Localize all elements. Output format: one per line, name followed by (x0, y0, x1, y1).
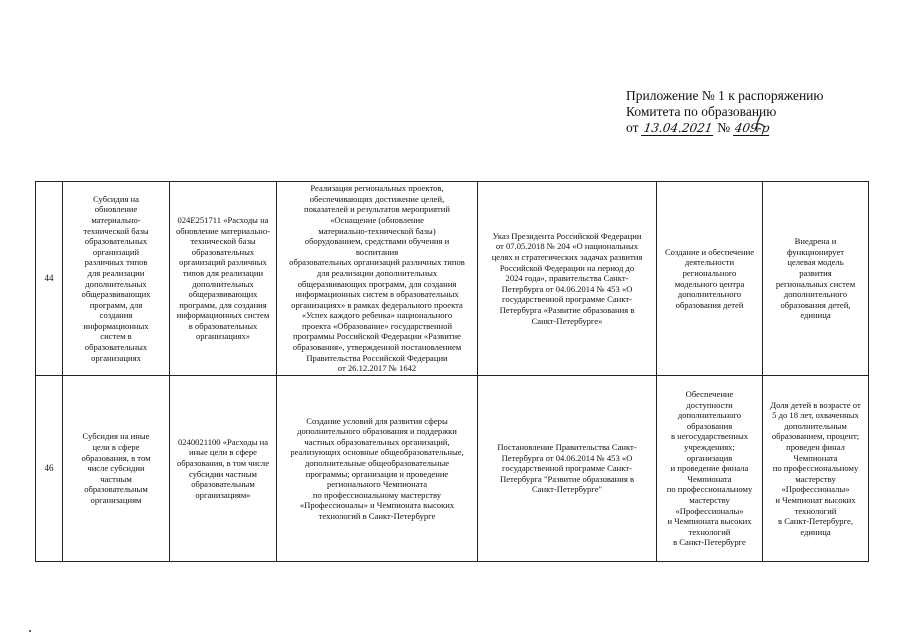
result-cell: Создание и обеспечение деятельности регионального модельного центра дополнительного образования детей (657, 182, 763, 376)
date-prefix: от (626, 120, 639, 135)
purpose-cell: Реализация региональных проектов, обеспечивающих достижение целей, показателей и результатов мероприятий «Оснащение (обновление материально-технической базы) оборудованием, средствами обучения и воспитания образовательных организаций различных типов для реализации дополнительных общеразвивающих программ, для создания информационных систем в образовательных организациях» в рамках федерального проекта «Успех каждого ребенка» национального проекта «Образование» государственной программы Российской Федерации «Развитие образования», утвержденной постановлением Правительства Российской Федерации от 26.12.2017 № 1642 (277, 182, 478, 376)
signature-stroke-icon (752, 114, 766, 134)
subsidy-table (35, 181, 869, 562)
handwritten-number: 409-р (733, 121, 770, 135)
budget-code-cell: 024E251711 «Расходы на обновление материально- технической базы образовательных организаций различных типов для реализации дополнительных общеразвивающих программ, для создания информационных систем в образовательных организациях» (170, 182, 277, 376)
indicator-cell: Доля детей в возрасте от 5 до 18 лет, охваченных дополнительным образованием, процент; проведен финал Чемпионата по профессиональному мастерству «Профессионалы» и Чемпионат высоких технологий в Санкт-Петербурге, единица (763, 376, 869, 562)
appendix-title: Приложение № 1 к распоряжению (626, 88, 824, 103)
committee-name: Комитета по образованию (626, 104, 777, 119)
row-number: 46 (36, 376, 63, 562)
subsidy-name-cell: Субсидия на иные цели в сфере образования, в том числе субсидии частным образовательным организациям (63, 376, 170, 562)
handwritten-date: 13.04.2021 (642, 121, 714, 135)
scan-speck (29, 630, 31, 632)
subsidy-name-cell: Субсидия на обновление материально- технической базы образовательных организаций различных типов для реализации дополнительных общеразвивающих программ, для создания информационных систем в образовательных организациях (63, 182, 170, 376)
indicator-cell: Внедрена и функционирует целевая модель развития региональных систем дополнительного образования детей, единица (763, 182, 869, 376)
purpose-cell: Создание условий для развития сферы дополнительного образования и поддержки частных образовательных организаций, реализующих основные общеобразовательные, дополнительные общеобразовательные программы; организация и проведение регионального Чемпионата по профессиональному мастерству «Профессионалы» и Чемпионата высоких технологий в Санкт-Петербурге (277, 376, 478, 562)
result-cell: Обеспечение доступности дополнительного образования в негосударственных учреждениях; организация и проведение финала Чемпионата по профессиональному мастерству «Профессионалы» и Чемпионата высоких технологий в Санкт-Петербурге (657, 376, 763, 562)
table-row (36, 182, 869, 376)
legal-basis-cell: Указ Президента Российской Федерации от 07.05.2018 № 204 «О национальных целях и стратегических задачах развития Российской Федерации на период до 2024 года», правительства Санкт- Петербурга от 04.06.2014 № 453 «О государственной программе Санкт- Петербурга «Развитие образования в Санкт-Петербурге» (478, 182, 657, 376)
legal-basis-cell: Постановление Правительства Санкт- Петербурга от 04.06.2014 № 453 «О государственной программе Санкт- Петербурга "Развитие образования в Санкт-Петербурге" (478, 376, 657, 562)
table-row (36, 376, 869, 562)
budget-code-cell: 0240021100 «Расходы на иные цели в сфере образования, в том числе субсидии частным образовательным организациям» (170, 376, 277, 562)
number-sign: № (717, 120, 731, 135)
document-header (626, 88, 866, 136)
row-number: 44 (36, 182, 63, 376)
date-number-line (626, 120, 866, 136)
